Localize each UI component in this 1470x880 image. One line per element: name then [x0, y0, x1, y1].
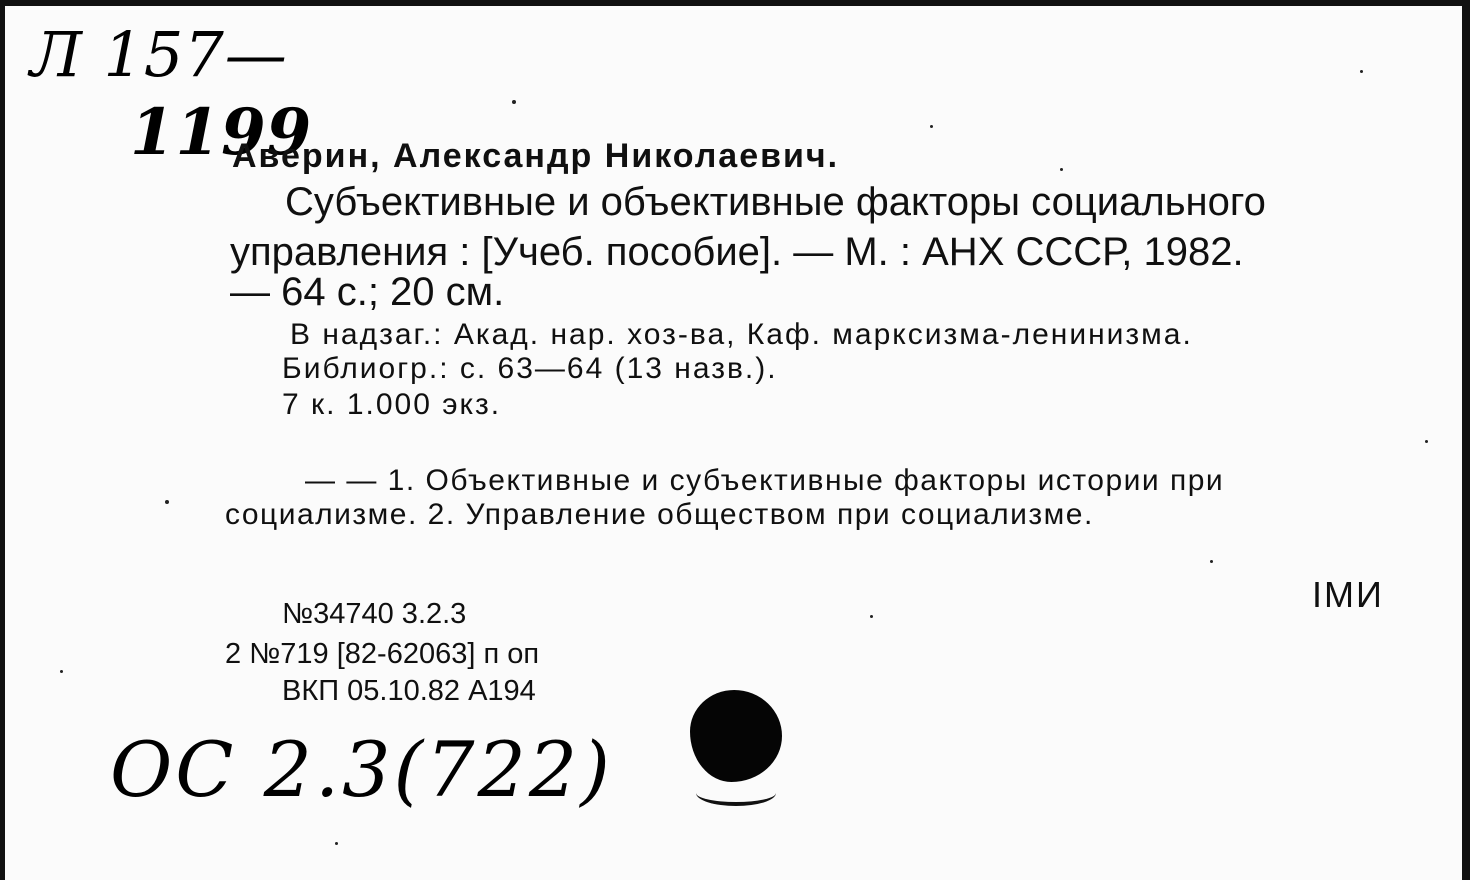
note-line-2: Библиогр.: с. 63—64 (13 назв.). — [282, 352, 778, 385]
scan-speck — [335, 842, 338, 845]
punch-hole-shadow — [696, 780, 776, 806]
catalog-line-2: 2 №719 [82-62063] п оп — [225, 638, 540, 670]
title-line-3: — 64 с.; 20 см. — [230, 270, 505, 314]
title-line-1: Субъективные и объективные факторы социального — [285, 180, 1266, 224]
subject-line-1: — — 1. Объективные и субъективные факторы истории при — [305, 464, 1225, 497]
classification-code: ОС 2.3(722) — [110, 725, 613, 814]
card-number: 1199 — [130, 95, 313, 170]
card-left-edge — [0, 0, 5, 880]
note-line-3: 7 к. 1.000 экз. — [282, 388, 502, 421]
scan-speck — [1210, 560, 1213, 563]
scan-speck — [60, 670, 63, 673]
catalog-line-1: №34740 3.2.3 — [282, 598, 467, 630]
scan-speck — [870, 615, 873, 618]
author-heading: Аверин, Александр Николаевич. — [232, 137, 840, 175]
title-line-2: управления : [Учеб. пособие]. — М. : АНХ СССР, 1982. — [230, 230, 1244, 274]
scan-speck — [1060, 168, 1063, 171]
scan-speck — [512, 100, 516, 104]
card-top-edge — [0, 0, 1470, 6]
scan-speck — [165, 500, 169, 504]
subject-line-2: социализме. 2. Управление обществом при социализме. — [225, 498, 1094, 531]
scan-speck — [1425, 440, 1428, 443]
shelf-mark: Л 157— — [30, 18, 288, 91]
scan-speck — [930, 125, 933, 128]
note-line-1: В надзаг.: Акад. нар. хоз-ва, Каф. марксизма-ленинизма. — [290, 318, 1193, 351]
catalog-line-3: ВКП 05.10.82 А194 — [282, 675, 536, 707]
card-right-edge — [1462, 0, 1470, 880]
tag-label: IМИ — [1312, 574, 1384, 615]
scan-speck — [1360, 70, 1363, 73]
punch-hole — [690, 690, 782, 782]
